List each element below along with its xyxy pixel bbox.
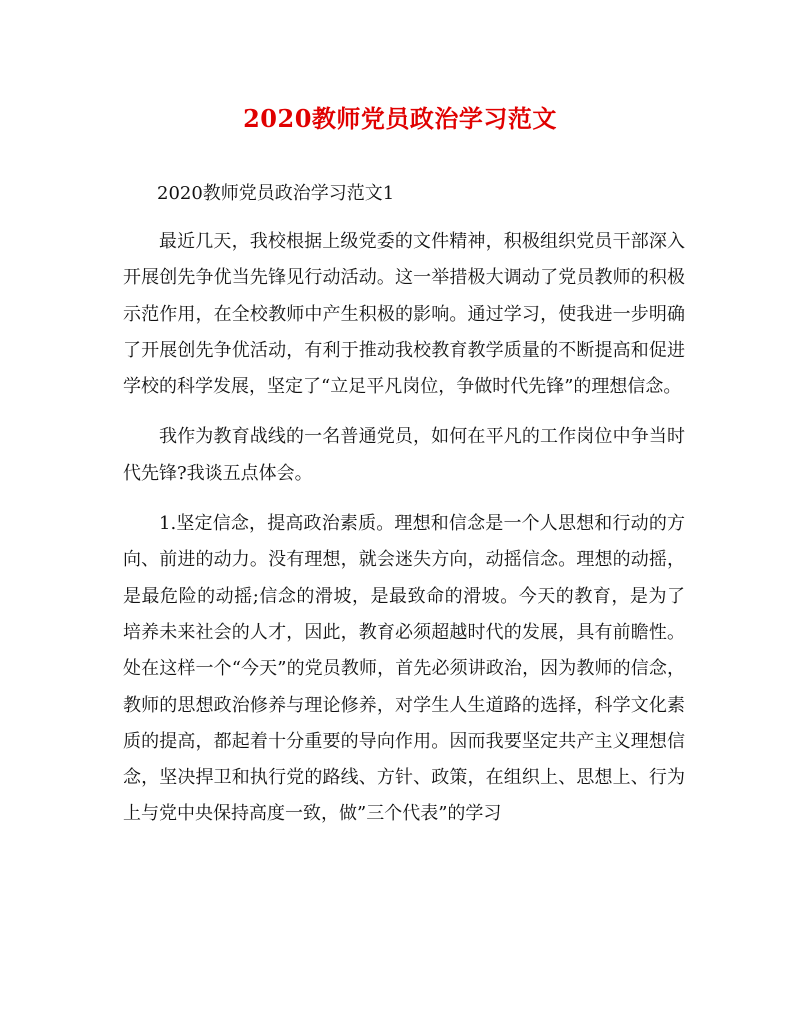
document-title: 2020教师党员政治学习范文 — [243, 104, 557, 133]
paragraph: 1.坚定信念，提高政治素质。理想和信念是一个人思想和行动的方向、前进的动力。没有理想，就会迷失方向，动摇信念。理想的动摇，是最危险的动摇;信念的滑坡，是最致命的滑坡。今天的教育，是为了培养未来社会的人才，因此，教育必须超越时代的发展，具有前瞻性。处在这样一个“今天”的党员教师，首先必须讲政治，因为教师的信念，教师的思想政治修养与理论修养，对学生人生道路的选择，科学文化素质的提高，都起着十分重要的导向作用。因而我要坚定共产主义理想信念，坚决捍卫和执行党的路线、方针、政策，在组织上、思想上、行为上与党中央保持高度一致，做”三个代表”的学习 — [123, 513, 685, 825]
document-subtitle: 2020教师党员政治学习范文1 — [157, 183, 395, 204]
paragraph: 我作为教育战线的一名普通党员，如何在平凡的工作岗位中争当时代先锋?我谈五点体会。 — [123, 426, 685, 484]
paragraph: 最近几天，我校根据上级党委的文件精神，积极组织党员干部深入开展创先争优当先锋见行动活动。这一举措极大调动了党员教师的积极示范作用，在全校教师中产生积极的影响。通过学习，使我进一步明确了开展创先争优活动，有利于推动我校教育教学质量的不断提高和促进学校的科学发展，坚定了“立足平凡岗位，争做时代先锋”的理想信念。 — [123, 231, 685, 398]
document-body — [123, 224, 685, 833]
